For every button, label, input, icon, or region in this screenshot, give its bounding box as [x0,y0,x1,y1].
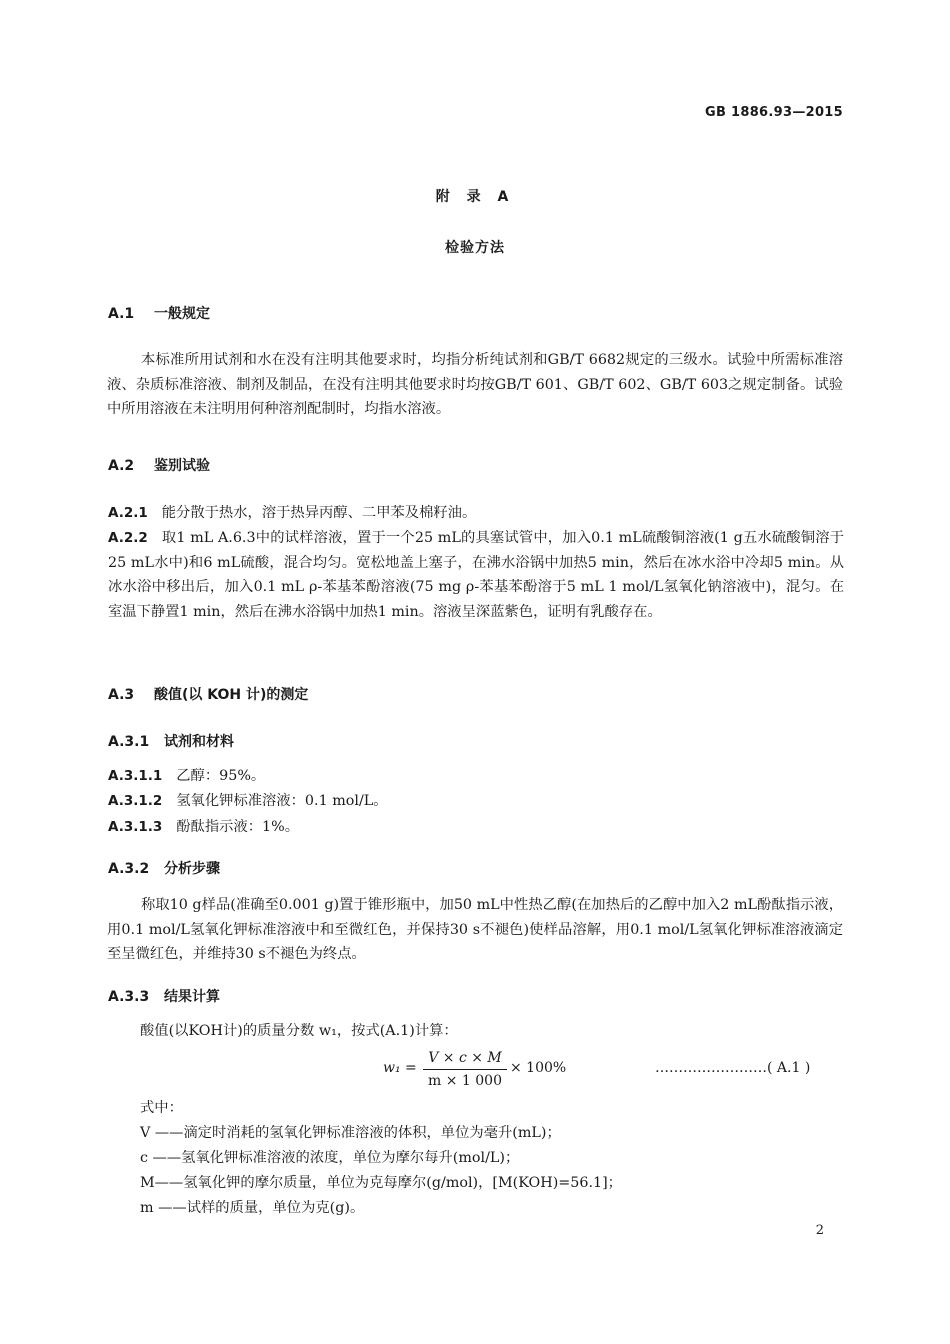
formula-intro: 酸值(以KOH计)的质量分数 w₁，按式(A.1)计算： [140,1023,458,1039]
clause-text: 酚酞指示液：1%。 [176,819,300,835]
clause-a311 [108,764,844,789]
section-a33-heading [108,986,220,1006]
definition-m-mass: m ——试样的质量，单位为克(g)。 [140,1200,365,1216]
equation-number: ……………………( A.1 ) [655,1060,811,1076]
page-number: 2 [815,1223,824,1238]
section-title: 鉴别试验 [154,458,210,474]
definition-m-molar: M——氢氧化钾的摩尔质量，单位为克每摩尔(g/mol)，[M(KOH)=56.1]； [140,1175,622,1191]
clause-label: A.2.2 [108,530,148,546]
formula-rhs: × 100% [510,1060,567,1076]
standard-number: GB 1886.93—2015 [705,105,843,120]
formula-lhs: w₁ = [383,1060,417,1076]
clause-a313 [108,815,844,840]
clause-label: A.2.1 [108,505,148,521]
clause-a21 [108,501,844,526]
section-a1-paragraph: 本标准所用试剂和水在没有注明其他要求时，均指分析纯试剂和GB/T 6682规定的三级水。试验中所需标准溶液、杂质标准溶液、制剂及制品，在没有注明其他要求时均按GB/T 601、GB/T 602、GB/T 603之规定制备。试验中所用溶液在未注明用何种溶剂配制时，均指水溶液。 [107,352,843,417]
section-a3-heading [108,684,308,704]
section-a2-heading [108,455,210,475]
clause-label: A.3.1.1 [108,768,163,784]
clause-text: 乙醇：95%。 [176,768,266,784]
section-title: 一般规定 [154,306,210,322]
section-number: A.3.2 [108,861,150,877]
section-number: A.3.1 [108,734,150,750]
section-number: A.2 [108,458,135,474]
formula-a1 [0,1048,950,1092]
section-a31-heading [108,731,234,751]
clause-text: 氢氧化钾标准溶液：0.1 mol/L。 [176,793,388,809]
section-title: 酸值(以 KOH 计)的测定 [154,687,309,703]
section-number: A.1 [108,306,135,322]
section-title: 试剂和材料 [164,734,234,750]
clause-a22 [108,526,844,624]
fraction-bar [423,1069,507,1070]
clause-text: 取1 mL A.6.3中的试样溶液，置于一个25 mL的具塞试管中，加入0.1 mL硫酸铜溶液(1 g五水硫酸铜溶于25 mL水中)和6 mL硫酸，混合均匀。宽松地盖上塞子，在沸水浴锅中加热5 min，然后在冰水浴中冷却5 min。从冰水浴中移出后，加入0.1 mL ρ-苯基苯酚溶液(75 mg ρ-苯基苯酚溶于5 mL 1 mol/L氢氧化钠溶液中)，混匀。在室温下静置1 min，然后在沸水浴锅中加热1 min。溶液呈深蓝紫色，证明有乳酸存在。 [108,530,844,620]
formula-fraction [423,1048,507,1091]
appendix-title: 附 录 A [435,189,515,205]
clause-label: A.3.1.2 [108,793,163,809]
section-a1-heading [108,303,210,323]
section-title: 结果计算 [164,989,220,1005]
clause-label: A.3.1.3 [108,819,163,835]
section-number: A.3 [108,687,135,703]
clause-text: 能分散于热水，溶于热异丙醇、二甲苯及棉籽油。 [161,505,477,521]
section-title: 分析步骤 [164,861,220,877]
appendix-subtitle: 检验方法 [445,240,505,256]
definition-c: c ——氢氧化钾标准溶液的浓度，单位为摩尔每升(mol/L)； [140,1150,520,1166]
formula-denominator: m × 1 000 [428,1073,502,1089]
where-label: 式中： [140,1100,183,1116]
definition-v: V ——滴定时消耗的氢氧化钾标准溶液的体积，单位为毫升(mL)； [140,1125,561,1141]
section-number: A.3.3 [108,989,150,1005]
section-a32-heading [108,858,220,878]
clause-a312 [108,789,844,814]
formula-numerator: V × c × M [428,1050,502,1066]
section-a32-paragraph: 称取10 g样品(准确至0.001 g)置于锥形瓶中，加50 mL中性热乙醇(在加热后的乙醇中加入2 mL酚酞指示液，用0.1 mol/L氢氧化钾标准溶液中和至微红色，并保持30 s不褪色)使样品溶解，用0.1 mol/L氢氧化钾标准溶液滴定至呈微红色，并维持30 s不褪色为终点。 [107,897,843,962]
